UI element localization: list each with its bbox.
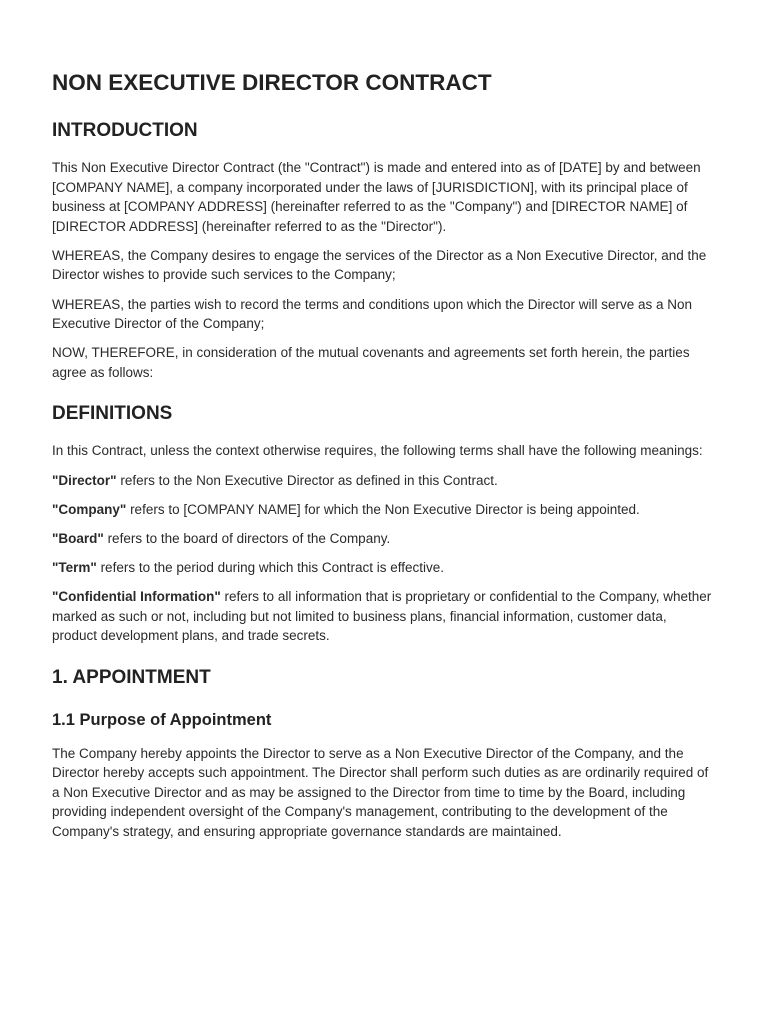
introduction-paragraph-3: WHEREAS, the parties wish to record the terms and conditions upon which the Director will serve as a Non Executive Director of the Company; <box>52 296 693 332</box>
definition-text: refers to [COMPANY NAME] for which the Non Executive Director is being appointed. <box>126 501 640 517</box>
definition-term-period <box>52 558 712 578</box>
appointment-heading: 1. APPOINTMENT <box>52 666 211 688</box>
definition-director <box>52 471 712 491</box>
introduction-paragraph-4: NOW, THEREFORE, in consideration of the mutual covenants and agreements set forth herein, the parties agree as follows: <box>52 345 690 380</box>
definition-text: refers to all information that is proprietary or confidential to the Company, whether marked as such or not, including but not limited to business plans, financial information, customer data, product development plans, and trade secrets. <box>52 588 712 644</box>
definition-term: "Company" <box>52 501 127 517</box>
introduction-heading: INTRODUCTION <box>52 120 198 141</box>
introduction-paragraph-1: This Non Executive Director Contract (the "Contract") is made and entered into as of [DATE] by and between [COMPANY NAME], a company incorporated under the laws of [JURISDICTION], with its principal place of business at [COMPANY ADDRESS] (hereinafter referred to as the "Company") and [DIRECTOR NAME] of [DIRECTOR ADDRESS] (hereinafter referred to as the "Director"). <box>52 160 701 234</box>
appointment-paragraph: The Company hereby appoints the Director to serve as a Non Executive Director of the Company, and the Director hereby accepts such appointment. The Director shall perform such duties as are ordinarily required of a Non Executive Director and as may be assigned to the Director from time to time by the Board, including providing independent oversight of the Company's management, contributing to the development of the Company's strategy, and ensuring appropriate governance standards are maintained. <box>52 745 709 840</box>
introduction-paragraph-2: WHEREAS, the Company desires to engage the services of the Director as a Non Executive Director, and the Director wishes to provide such services to the Company; <box>52 247 707 283</box>
definitions-heading: DEFINITIONS <box>52 403 173 425</box>
definition-term: "Board" <box>52 530 104 546</box>
definitions-intro: In this Contract, unless the context otherwise requires, the following terms shall have the following meanings: <box>52 443 703 459</box>
definition-confidential-information <box>52 587 712 646</box>
document-page <box>52 70 712 851</box>
definition-board <box>52 529 712 549</box>
definition-term: "Term" <box>52 559 97 575</box>
definition-term: "Director" <box>52 472 117 488</box>
definition-text: refers to the board of directors of the Company. <box>103 530 391 546</box>
document-title: NON EXECUTIVE DIRECTOR CONTRACT <box>52 70 492 95</box>
definition-term: "Confidential Information" <box>52 588 221 604</box>
definition-text: refers to the period during which this Contract is effective. <box>96 559 444 575</box>
purpose-subheading: 1.1 Purpose of Appointment <box>52 710 272 729</box>
definition-text: refers to the Non Executive Director as defined in this Contract. <box>116 472 498 488</box>
definition-company <box>52 500 712 520</box>
